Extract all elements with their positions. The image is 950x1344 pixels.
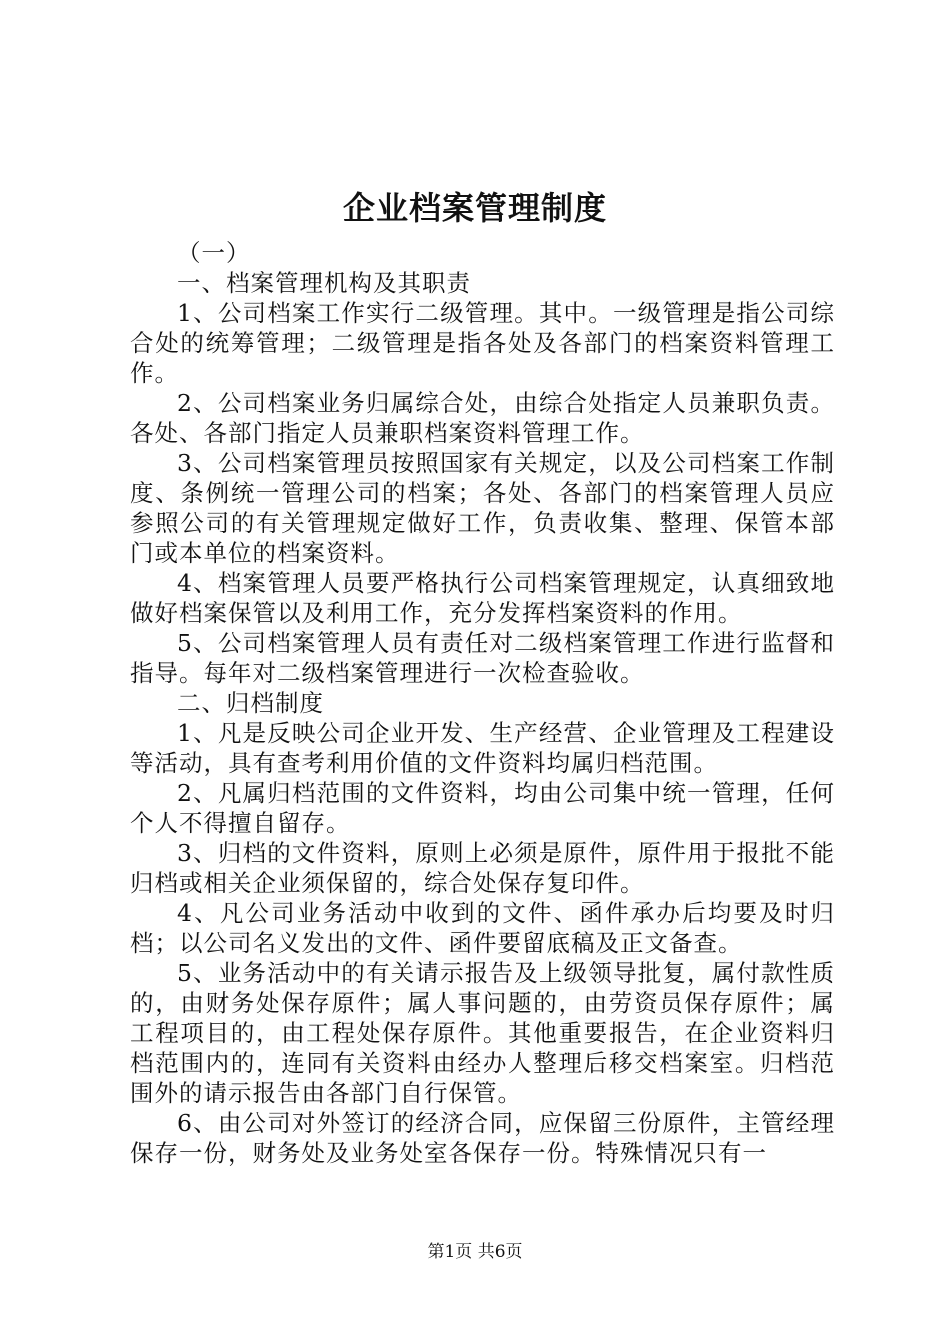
paragraph: 3、公司档案管理员按照国家有关规定，以及公司档案工作制度、条例统一管理公司的档案；各处、各部门的档案管理人员应参照公司的有关管理规定做好工作，负责收集、整理、保管本部门或本单位的档案资料。 [130, 449, 835, 567]
section-heading: 一、档案管理机构及其职责 [177, 269, 471, 297]
document-body [130, 238, 835, 1168]
section-heading: 二、归档制度 [177, 689, 324, 717]
page-footer: 第1页 共6页 [427, 1242, 523, 1262]
paragraph: 2、公司档案业务归属综合处，由综合处指定人员兼职负责。各处、各部门指定人员兼职档案资料管理工作。 [130, 389, 835, 447]
section-marker: （一） [177, 239, 251, 267]
paragraph: 3、归档的文件资料，原则上必须是原件，原件用于报批不能归档或相关企业须保留的，综合处保存复印件。 [130, 839, 835, 897]
paragraph: 6、由公司对外签订的经济合同，应保留三份原件，主管经理保存一份，财务处及业务处室各保存一份。特殊情况只有一 [130, 1109, 835, 1167]
paragraph: 5、业务活动中的有关请示报告及上级领导批复，属付款性质的，由财务处保存原件；属人事问题的，由劳资员保存原件；属工程项目的，由工程处保存原件。其他重要报告，在企业资料归档范围内的，连同有关资料由经办人整理后移交档案室。归档范围外的请示报告由各部门自行保管。 [130, 959, 835, 1107]
paragraph: 5、公司档案管理人员有责任对二级档案管理工作进行监督和指导。每年对二级档案管理进行一次检查验收。 [130, 629, 835, 687]
paragraph: 4、凡公司业务活动中收到的文件、函件承办后均要及时归档；以公司名义发出的文件、函件要留底稿及正文备查。 [130, 899, 835, 957]
paragraph: 2、凡属归档范围的文件资料，均由公司集中统一管理，任何个人不得擅自留存。 [130, 779, 835, 837]
paragraph: 1、公司档案工作实行二级管理。其中。一级管理是指公司综合处的统筹管理；二级管理是指各处及各部门的档案资料管理工作。 [130, 299, 835, 387]
document-title: 企业档案管理制度 [342, 189, 607, 227]
paragraph: 4、档案管理人员要严格执行公司档案管理规定，认真细致地做好档案保管以及利用工作，充分发挥档案资料的作用。 [130, 569, 835, 627]
paragraph: 1、凡是反映公司企业开发、生产经营、企业管理及工程建设等活动，具有查考利用价值的文件资料均属归档范围。 [130, 719, 835, 777]
